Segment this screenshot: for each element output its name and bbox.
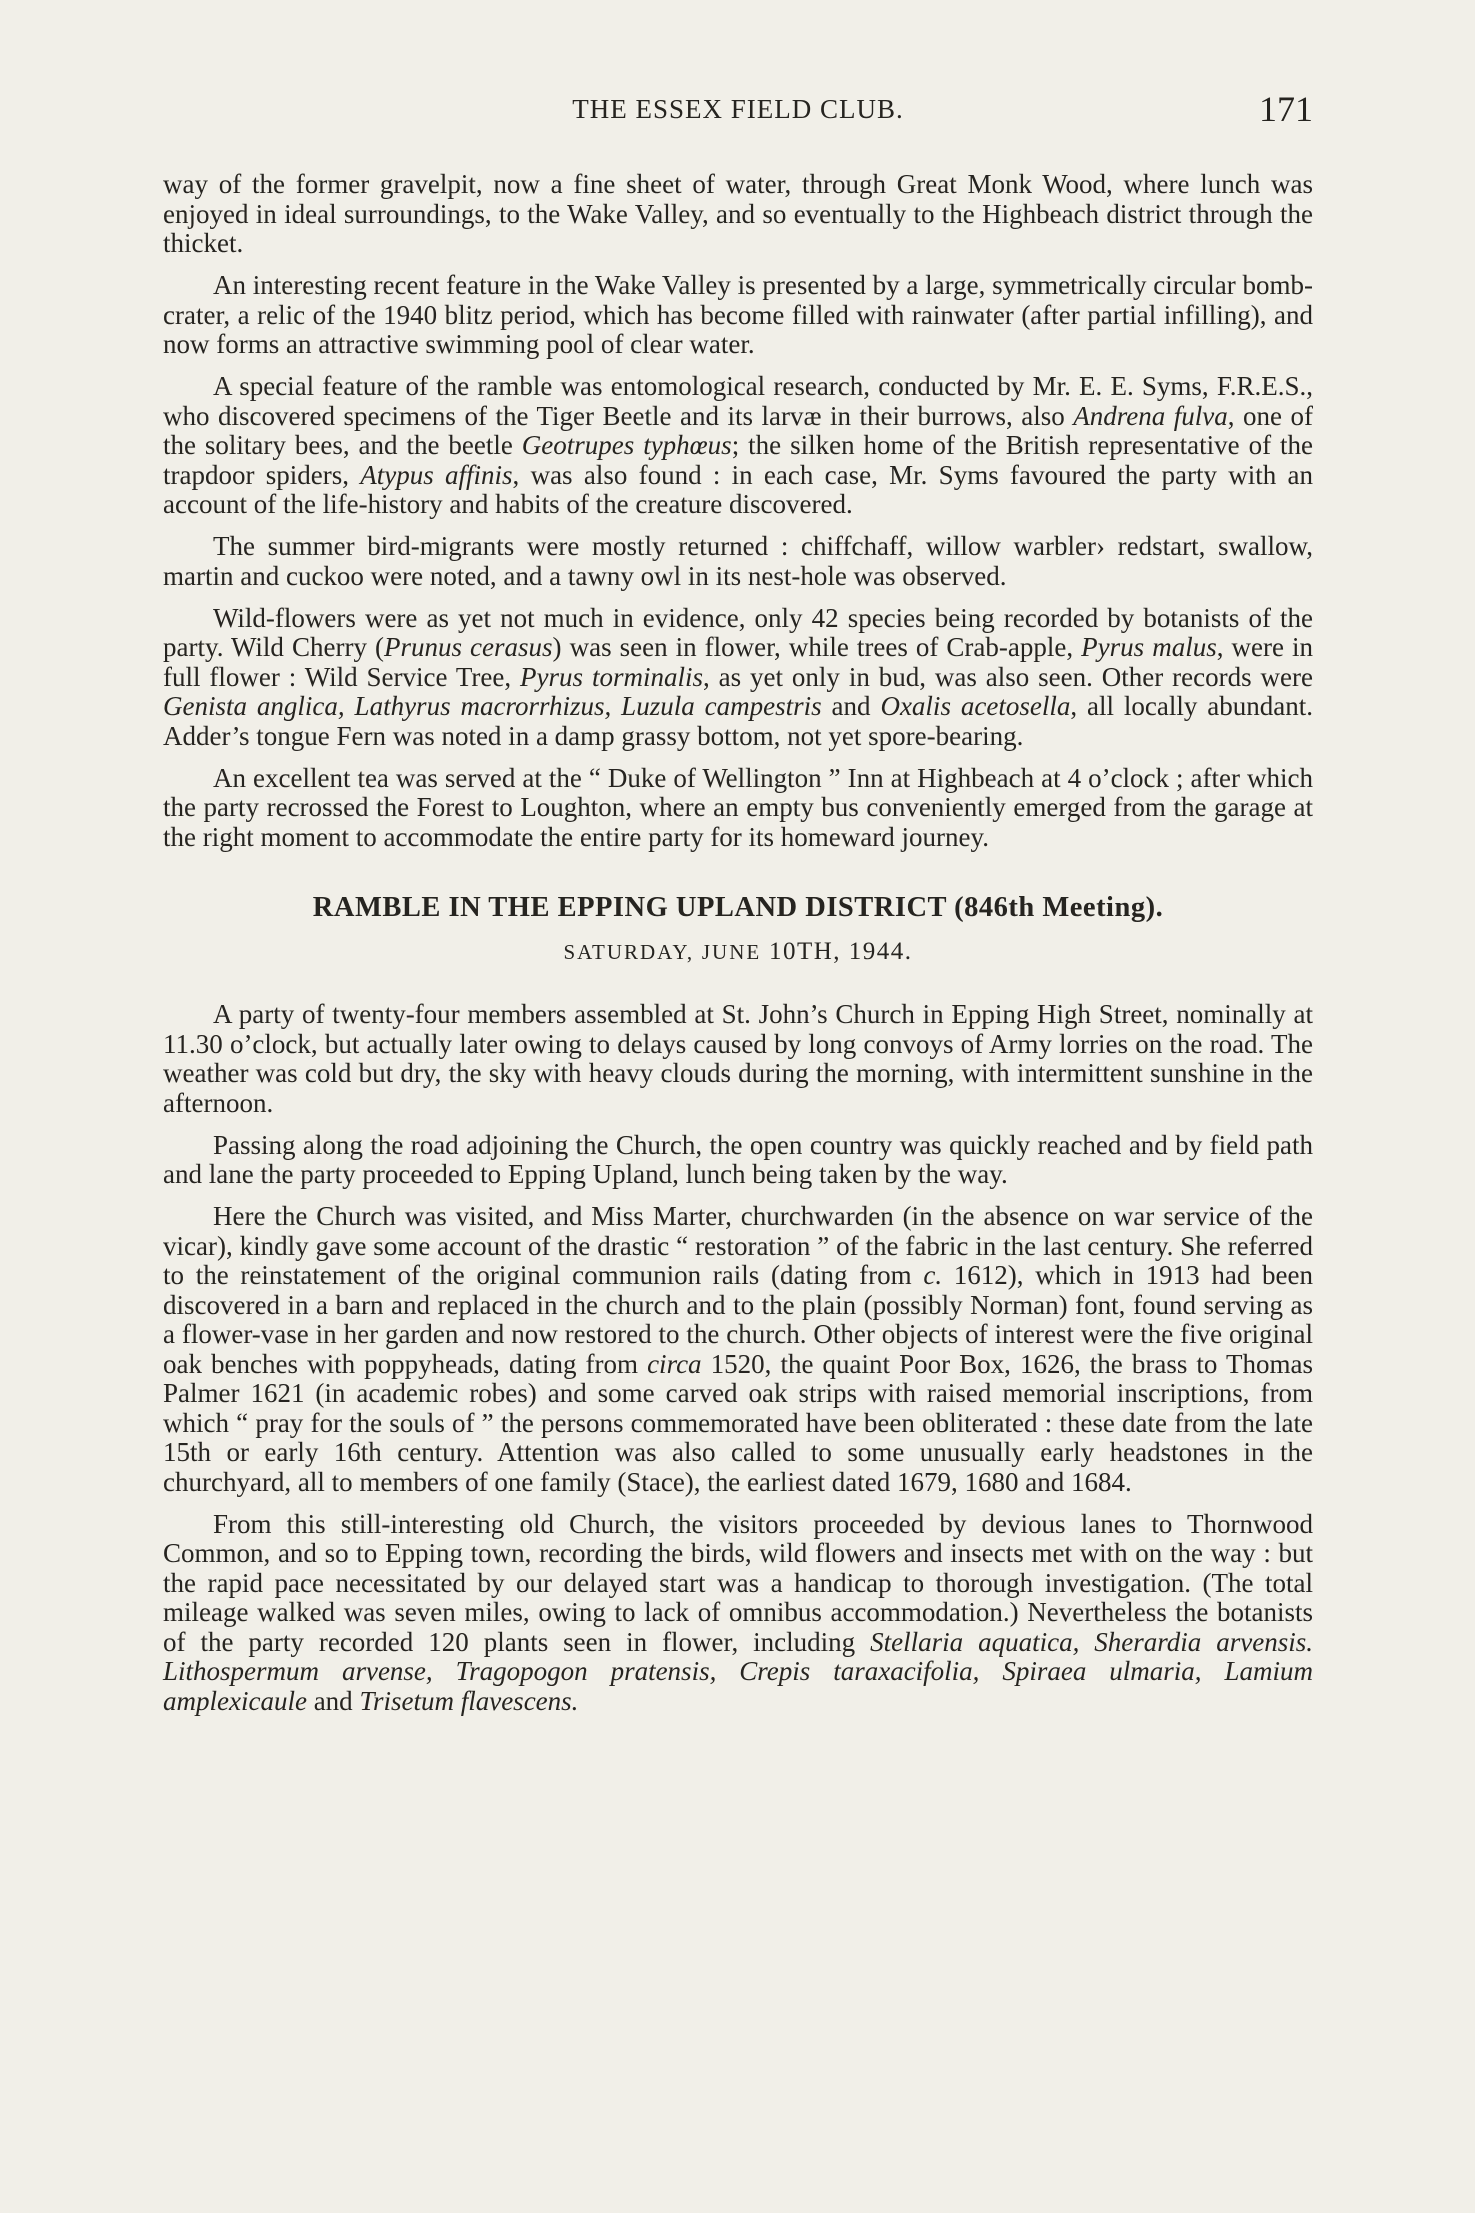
italic-text: Pyrus torminalis [520, 661, 703, 692]
italic-text: Pyrus malus [1081, 632, 1217, 662]
italic-text: Atypus affinis [360, 459, 513, 490]
page-header [163, 88, 1313, 134]
italic-text: circa [647, 1348, 702, 1379]
italic-text: Trisetum flavescens. [359, 1685, 579, 1716]
paragraph: The summer bird-migrants were mostly returned : chiffchaff, willow warbler› redstart, swallow, martin and cuckoo were noted, and a tawny owl in its nest-hole was observed. [163, 531, 1313, 591]
italic-text: Andrena fulva [1073, 400, 1228, 431]
paragraph: Wild-flowers were as yet not much in evidence, only 42 species being recorded by botanists of the party. Wild Cherry (Prunus cerasus) was seen in flower, while trees of Crab-apple, Pyrus malus, were in full flower : Wild Service Tree, Pyrus torminalis, as yet only in bud, was also seen. Other records were Genista anglica, Lathyrus macrorrhizus, Luzula campestris and Oxalis acetosella, all locally abundant. Adder’s tongue Fern was noted in a damp grassy bottom, not yet spore-bearing. [163, 602, 1314, 751]
italic-text: Geotrupes typhœus [521, 430, 732, 460]
meeting-date [163, 938, 1313, 966]
section-heading: RAMBLE IN THE EPPING UPLAND DISTRICT (846th Meeting). [312, 892, 1164, 923]
paragraph: A party of twenty-four members assembled at St. John’s Church in Epping High Street, nominally at 11.30 o’clock, but actually later owing to delays caused by long convoys of Army lorries on the road. The weather was cold but dry, the sky with heavy clouds during the morning, with intermittent sunshine in the afternoon. [163, 999, 1313, 1118]
date-weekday: SATURDAY, [563, 940, 695, 964]
italic-text: c. [923, 1260, 943, 1290]
paragraph: An excellent tea was served at the “ Duke of Wellington ” Inn at Highbeach at 4 o’clock ; after which the party recrossed the Forest to Loughton, where an empty bus conveniently emerged from the garage at the right moment to accommodate the entire party for its homeward journey. [163, 762, 1313, 852]
paragraph: A special feature of the ramble was entomological research, conducted by Mr. E. E. Syms, F.R.E.S., who discovered specimens of the Tiger Beetle and its larvæ in their burrows, also Andrena fulva, one of the solitary bees, and the beetle Geotrupes typhœus; the silken home of the British representative of the trapdoor spiders, Atypus affinis, was also found : in each case, Mr. Syms favoured the party with an account of the life-history and habits of the creature discovered. [163, 371, 1314, 519]
italic-text: Genista anglica, Lathyrus macrorrhizus, Luzula campestris [163, 691, 822, 721]
italic-text: Prunus cerasus [384, 632, 553, 662]
italic-text: Stellaria aquatica, Sherardia arvensis. Lithospermum arvense, Tragopogon pratensis, Crepis taraxacifolia, Spiraea ulmaria, Lamium amplexicaule [163, 1626, 1313, 1716]
italic-text: Oxalis acetosella [880, 691, 1071, 721]
paragraph: Here the Church was visited, and Miss Marter, churchwarden (in the absence on war service of the vicar), kindly gave some account of the drastic “ restoration ” of the fabric in the last century. She referred to the reinstatement of the original communion rails (dating from c. 1612), which in 1913 had been discovered in a barn and replaced in the church and to the plain (possibly Norman) font, found serving as a flower-vase in her garden and now restored to the church. Other objects of interest were the five original oak benches with poppyheads, dating from circa 1520, the quaint Poor Box, 1626, the brass to Thomas Palmer 1621 (in academic robes) and some carved oak strips with raised memorial inscriptions, from which “ pray for the souls of ” the persons commemorated have been obliterated : these date from the late 15th or early 16th century. Attention was also called to some unusually early headstones in the churchyard, all to members of one family (Stace), the earliest dated 1679, 1680 and 1684. [163, 1201, 1313, 1497]
paragraph: way of the former gravelpit, now a fine sheet of water, through Great Monk Wood, where lunch was enjoyed in ideal surroundings, to the Wake Valley, and so eventually to the Highbeach district through the thicket. [163, 169, 1313, 258]
running-head: THE ESSEX FIELD CLUB. [572, 94, 904, 124]
paragraph: From this still-interesting old Church, the visitors proceeded by devious lanes to Thornwood Common, and so to Epping town, recording the birds, wild flowers and insects met with on the way : but the rapid pace necessitated by our delayed start was a handicap to thorough investigation. (The total mileage walked was seven miles, owing to lack of omnibus accommodation.) Nevertheless the botanists of the party recorded 120 plants seen in flower, including Stellaria aquatica, Sherardia arvensis. Lithospermum arvense, Tragopogon pratensis, Crepis taraxacifolia, Spiraea ulmaria, Lamium amplexicaule and Trisetum flavescens. [163, 1508, 1313, 1716]
text-column [163, 170, 1313, 1729]
date-year: 1944. [848, 938, 913, 965]
paragraph: An interesting recent feature in the Wake Valley is presented by a large, symmetrically circular bomb-crater, a relic of the 1940 blitz period, which has become filled with rainwater (after partial infilling), and now forms an attractive swimming pool of clear water. [163, 270, 1313, 359]
date-month: JUNE [701, 940, 762, 964]
paragraph: Passing along the road adjoining the Church, the open country was quickly reached and by field path and lane the party proceeded to Epping Upland, lunch being taken by the way. [163, 1129, 1313, 1189]
date-day: 10TH, [768, 938, 842, 965]
page-number: 171 [1259, 89, 1313, 129]
